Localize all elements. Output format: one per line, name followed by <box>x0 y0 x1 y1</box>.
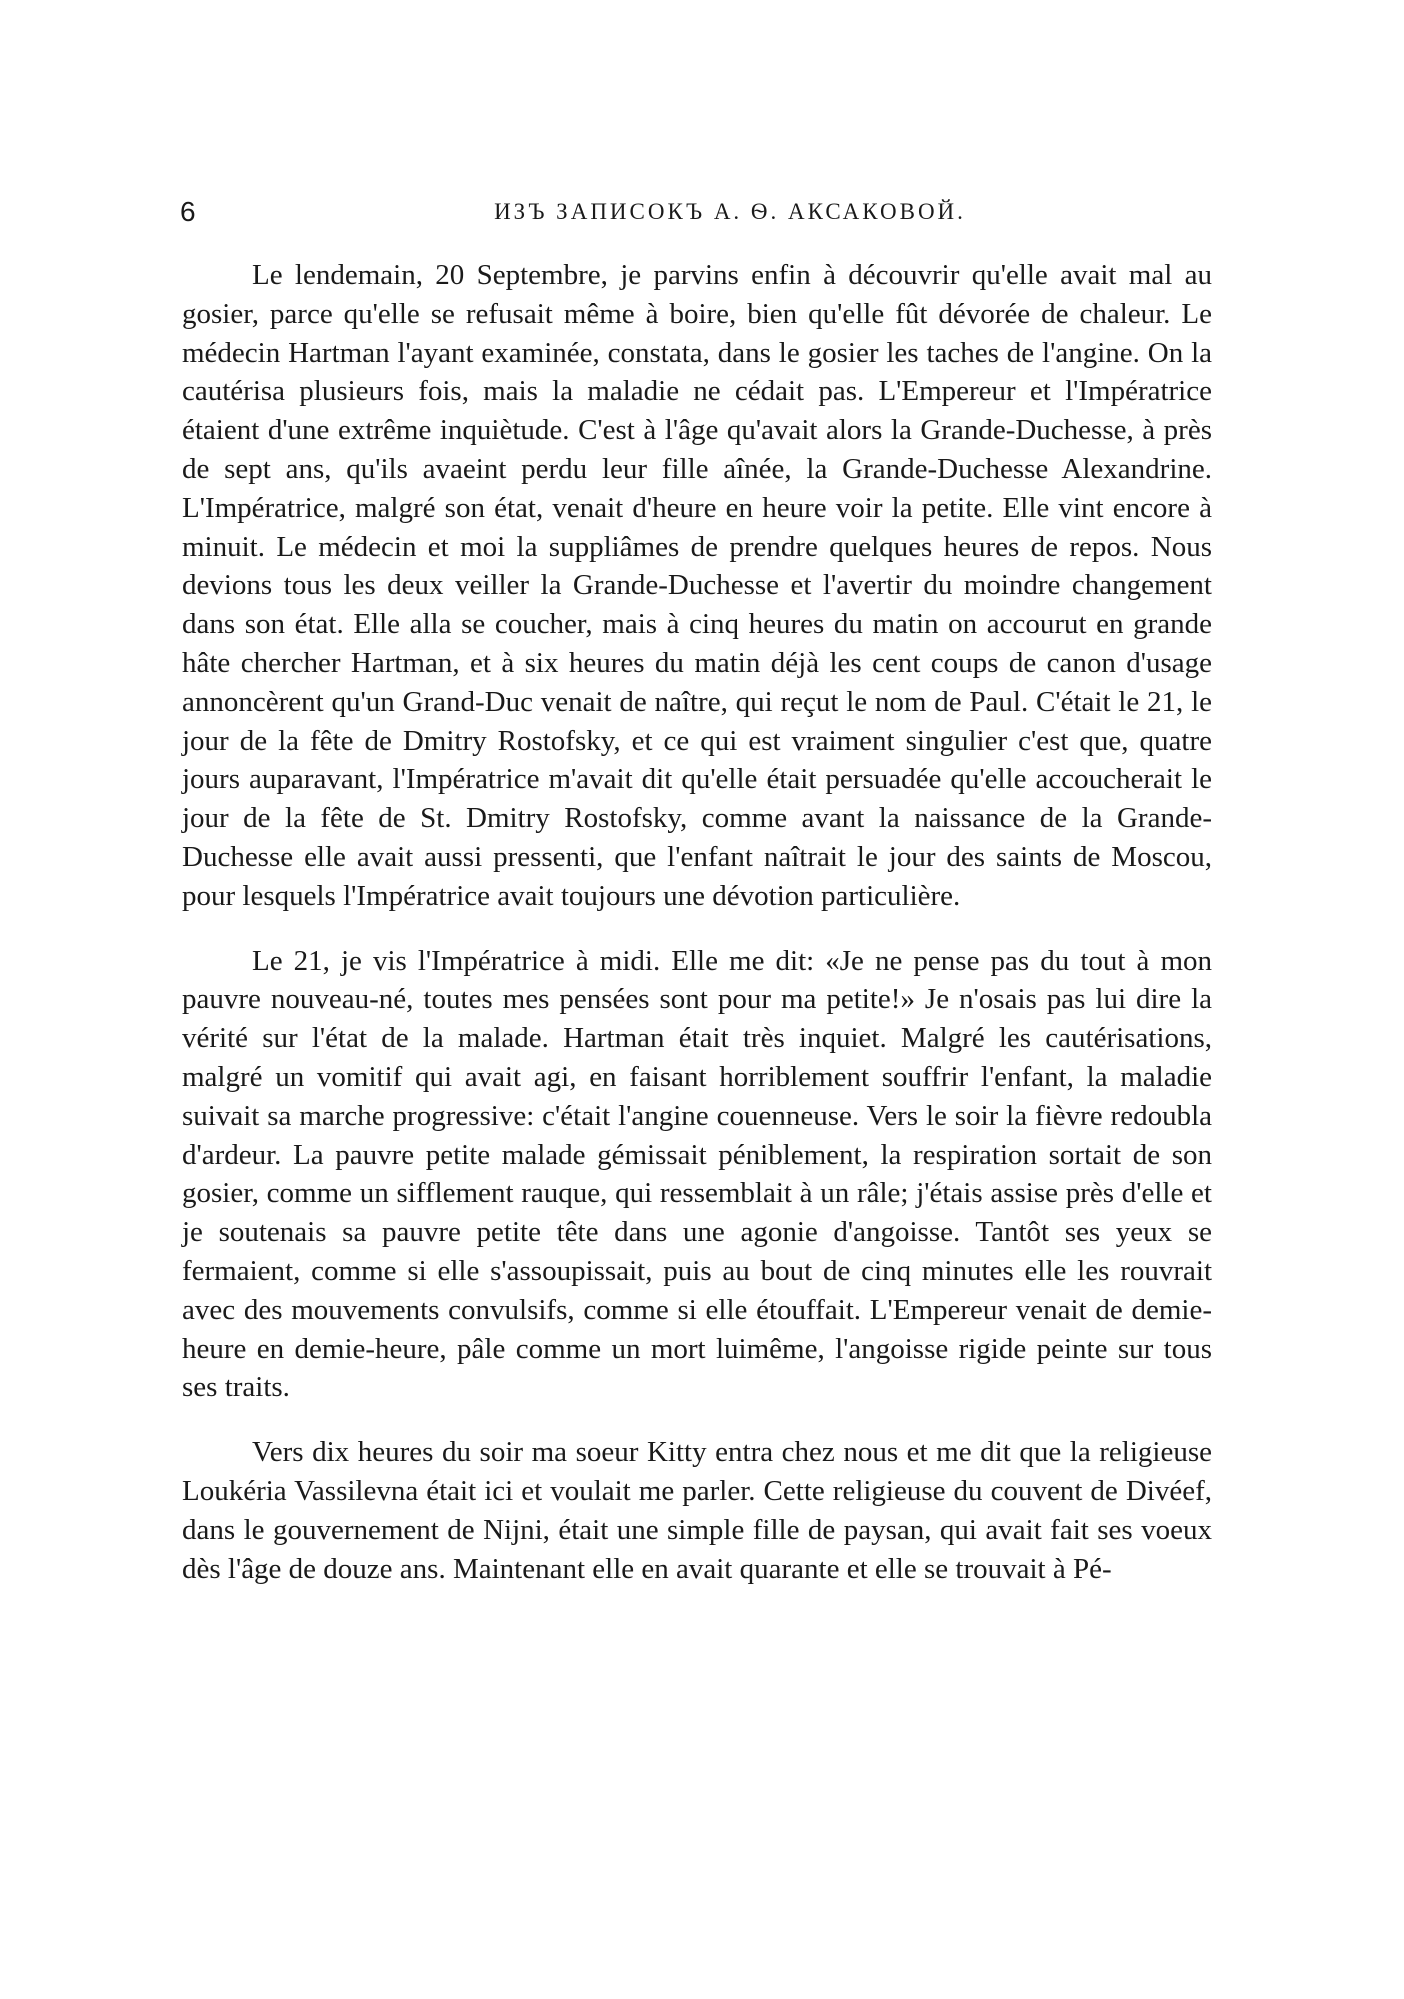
page-number: 6 <box>180 196 196 227</box>
paragraph: Le 21, je vis l'Impératrice à midi. Elle me dit: «Je ne pense pas du tout à mon pauvre nouveau-né, toutes mes pensées sont pour ma petite!» Je n'osais pas lui dire la vérité sur l'état de la malade. Hartman était très inquiet. Malgré les cautérisations, malgré un vomitif qui avait agi, en faisant horriblement souffrir l'enfant, la maladie suivait sa marche progressive: c'était l'angine couenneuse. Vers le soir la fièvre redoubla d'ardeur. La pauvre petite malade gémissait péniblement, la respiration sortait de son gosier, comme un sifflement rauque, qui ressemblait à un râle; j'étais assise près d'elle et je soutenais sa pauvre petite tête dans une agonie d'angoisse. Tantôt ses yeux se fermaient, comme si elle s'assoupissait, puis au bout de cinq minutes elle les rouvrait avec des mouvements convulsifs, comme si elle étouffait. L'Empereur venait de demie-heure en demie-heure, pâle comme un mort luimême, l'angoisse rigide peinte sur tous ses traits. <box>182 944 1212 1404</box>
paragraph: Le lendemain, 20 Septembre, je parvins enfin à découvrir qu'elle avait mal au gosier, parce qu'elle se refusait même à boire, bien qu'elle fût dévorée de chaleur. Le médecin Hartman l'ayant examinée, constata, dans le gosier les taches de l'angine. On la cautérisa plusieurs fois, mais la maladie ne cédait pas. L'Empereur et l'Impératrice étaient d'une extrême inquiètude. C'est à l'âge qu'avait alors la Grande-Duchesse, à près de sept ans, qu'ils avaeint perdu leur fille aînée, la Grande-Duchesse Alexandrine. L'Impératrice, malgré son état, venait d'heure en heure voir la petite. Elle vint encore à minuit. Le médecin et moi la suppliâmes de prendre quelques heures de repos. Nous devions tous les deux veiller la Grande-Duchesse et l'avertir du moindre changement dans son état. Elle alla se coucher, mais à cinq heures du matin on accourut en grande hâte chercher Hartman, et à six heures du matin déjà les cent coups de canon d'usage annoncèrent qu'un Grand-Duc venait de naître, qui reçut le nom de Paul. C'était le 21, le jour de la fête de Dmitry Rostofsky, et ce qui est vraiment singulier c'est que, quatre jours auparavant, l'Impératrice m'avait dit qu'elle était persuadée qu'elle accoucherait le jour de la fête de St. Dmitry Rostofsky, comme avant la naissance de la Grande-Duchesse elle avait aussi pressenti, que l'enfant naîtrait le jour des saints de Moscou, pour lesquels l'Impératrice avait toujours une dévotion particulière. <box>182 259 1212 912</box>
running-head: ИЗЪ ЗАПИСОКЪ А. Ѳ. АКСАКОВОЙ. <box>494 199 966 224</box>
body-text <box>182 256 1212 1588</box>
paragraph: Vers dix heures du soir ma soeur Kitty entra chez nous et me dit que la religieuse Loukéria Vassilevna était ici et voulait me parler. Cette religieuse du couvent de Divéef, dans le gouvernement de Nijni, était une simple fille de paysan, qui avait fait ses voeux dès l'âge de douze ans. Maintenant elle en avait quarante et elle se trouvait à Pé- <box>182 1436 1212 1585</box>
page-header <box>180 192 1280 232</box>
